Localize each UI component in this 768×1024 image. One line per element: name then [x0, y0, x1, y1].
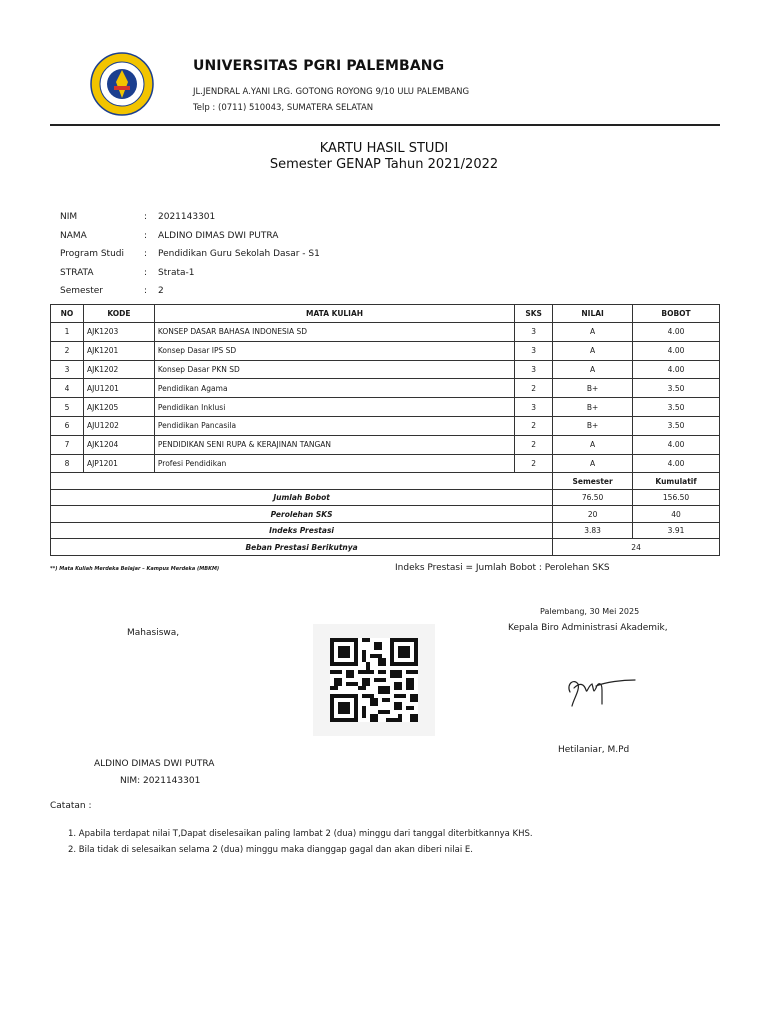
cell-mata-kuliah: Pendidikan Inklusi [154, 398, 514, 417]
info-label: Program Studi [60, 249, 124, 260]
cell-mata-kuliah: Konsep Dasar IPS SD [154, 341, 514, 360]
info-row-strata [60, 264, 320, 283]
summary-semester-value: 76.50 [553, 489, 633, 506]
summary-semester-value: 20 [553, 506, 633, 523]
cell-no: 1 [51, 323, 84, 342]
header-divider [50, 124, 720, 126]
table-row [51, 379, 720, 398]
summary-beban-value: 24 [553, 539, 720, 556]
cell-kode: AJU1202 [83, 416, 154, 435]
cell-nilai: B+ [553, 379, 633, 398]
cell-nilai: A [553, 360, 633, 379]
info-row-nim [60, 208, 320, 227]
mbkm-footnote: **) Mata Kuliah Merdeka Belajar – Kampus Merdeka (MBKM) [50, 566, 220, 572]
cell-bobot: 4.00 [633, 323, 720, 342]
official-title: Kepala Biro Administrasi Akademik, [508, 623, 668, 633]
summary-kumulatif-value: 40 [633, 506, 720, 523]
qr-code-icon [330, 638, 418, 722]
cell-no: 7 [51, 435, 84, 454]
cell-bobot: 4.00 [633, 360, 720, 379]
info-colon: : [144, 249, 148, 260]
info-value: Strata-1 [158, 267, 195, 278]
cell-sks: 2 [515, 379, 553, 398]
cell-nilai: A [553, 454, 633, 473]
info-label: Semester [60, 286, 104, 297]
signature-image [560, 670, 640, 710]
official-name: Hetilaniar, M.Pd [558, 745, 630, 755]
info-colon: : [144, 286, 148, 297]
table-row [51, 341, 720, 360]
student-signature-name: ALDINO DIMAS DWI PUTRA [94, 759, 215, 769]
info-row-program [60, 245, 320, 264]
col-header-mata-kuliah: MATA KULIAH [154, 305, 514, 323]
cell-sks: 3 [515, 341, 553, 360]
summary-kumulatif-value: 3.91 [633, 522, 720, 539]
col-header-no: NO [51, 305, 84, 323]
cell-kode: AJK1201 [83, 341, 154, 360]
cell-nilai: A [553, 323, 633, 342]
university-address: JL.JENDRAL A.YANI LRG. GOTONG ROYONG 9/10 ULU PALEMBANG [193, 87, 470, 97]
note-item: 1. Apabila terdapat nilai T,Dapat diselesaikan paling lambat 2 (dua) minggu dari tanggal diterbitkannya KHS. [68, 829, 533, 839]
ip-formula: Indeks Prestasi = Jumlah Bobot : Perolehan SKS [395, 563, 610, 573]
summary-row-indeks-prestasi [51, 522, 720, 539]
table-row [51, 360, 720, 379]
cell-no: 3 [51, 360, 84, 379]
notes-label: Catatan : [50, 801, 92, 811]
cell-sks: 3 [515, 323, 553, 342]
summary-row-jumlah-bobot [51, 489, 720, 506]
cell-bobot: 4.00 [633, 435, 720, 454]
info-value: 2 [158, 286, 164, 297]
student-info [60, 208, 320, 301]
info-value: 2021143301 [158, 212, 216, 223]
summary-row-beban [51, 539, 720, 556]
summary-label: Perolehan SKS [51, 506, 553, 523]
info-value: Pendidikan Guru Sekolah Dasar - S1 [158, 249, 320, 260]
summary-header-semester: Semester [553, 473, 633, 490]
summary-label: Beban Prestasi Berikutnya [51, 539, 553, 556]
cell-bobot: 4.00 [633, 341, 720, 360]
summary-header-kumulatif: Kumulatif [633, 473, 720, 490]
student-signature-nim: NIM: 2021143301 [120, 776, 201, 786]
col-header-bobot: BOBOT [633, 305, 720, 323]
col-header-nilai: NILAI [553, 305, 633, 323]
cell-sks: 3 [515, 360, 553, 379]
info-row-nama [60, 227, 320, 246]
table-row [51, 398, 720, 417]
cell-no: 5 [51, 398, 84, 417]
note-item: 2. Bila tidak di selesaikan selama 2 (dua) minggu maka dianggap gagal dan akan diberi nilai E. [68, 845, 474, 855]
info-colon: : [144, 230, 148, 241]
university-phone: Telp : (0711) 510043, SUMATERA SELATAN [193, 103, 374, 113]
cell-kode: AJK1203 [83, 323, 154, 342]
cell-kode: AJP1201 [83, 454, 154, 473]
info-value: ALDINO DIMAS DWI PUTRA [158, 230, 279, 241]
cell-sks: 2 [515, 416, 553, 435]
cell-mata-kuliah: Konsep Dasar PKN SD [154, 360, 514, 379]
info-label: STRATA [60, 267, 94, 278]
info-colon: : [144, 267, 148, 278]
info-colon: : [144, 212, 148, 223]
col-header-sks: SKS [515, 305, 553, 323]
cell-sks: 3 [515, 398, 553, 417]
summary-header-row [51, 473, 720, 490]
table-header-row [51, 305, 720, 323]
cell-mata-kuliah: PENDIDIKAN SENI RUPA & KERAJINAN TANGAN [154, 435, 514, 454]
col-header-kode: KODE [83, 305, 154, 323]
cell-no: 4 [51, 379, 84, 398]
cell-bobot: 3.50 [633, 398, 720, 417]
cell-kode: AJU1201 [83, 379, 154, 398]
info-row-semester [60, 282, 320, 301]
summary-semester-value: 3.83 [553, 522, 633, 539]
info-label: NAMA [60, 230, 87, 241]
place-date: Palembang, 30 Mei 2025 [540, 607, 640, 616]
cell-kode: AJK1204 [83, 435, 154, 454]
info-label: NIM [60, 212, 78, 223]
cell-kode: AJK1202 [83, 360, 154, 379]
summary-label: Jumlah Bobot [51, 489, 553, 506]
cell-mata-kuliah: Profesi Pendidikan [154, 454, 514, 473]
table-row [51, 454, 720, 473]
notes-list [68, 826, 533, 858]
document-subtitle: Semester GENAP Tahun 2021/2022 [269, 157, 499, 172]
cell-nilai: A [553, 435, 633, 454]
cell-sks: 2 [515, 435, 553, 454]
cell-bobot: 4.00 [633, 454, 720, 473]
cell-nilai: A [553, 341, 633, 360]
table-row [51, 323, 720, 342]
mahasiswa-label: Mahasiswa, [127, 628, 180, 638]
cell-mata-kuliah: Pendidikan Agama [154, 379, 514, 398]
cell-nilai: B+ [553, 398, 633, 417]
university-name: UNIVERSITAS PGRI PALEMBANG [193, 58, 445, 74]
summary-kumulatif-value: 156.50 [633, 489, 720, 506]
table-row [51, 416, 720, 435]
summary-spacer [51, 473, 553, 490]
table-row [51, 435, 720, 454]
cell-bobot: 3.50 [633, 416, 720, 435]
grades-table [50, 304, 720, 556]
summary-label: Indeks Prestasi [51, 522, 553, 539]
cell-bobot: 3.50 [633, 379, 720, 398]
cell-sks: 2 [515, 454, 553, 473]
cell-mata-kuliah: Pendidikan Pancasila [154, 416, 514, 435]
document-title: KARTU HASIL STUDI [319, 141, 449, 156]
cell-mata-kuliah: KONSEP DASAR BAHASA INDONESIA SD [154, 323, 514, 342]
cell-nilai: B+ [553, 416, 633, 435]
cell-no: 6 [51, 416, 84, 435]
university-logo [90, 52, 154, 116]
cell-no: 8 [51, 454, 84, 473]
cell-kode: AJK1205 [83, 398, 154, 417]
cell-no: 2 [51, 341, 84, 360]
summary-row-perolehan-sks [51, 506, 720, 523]
